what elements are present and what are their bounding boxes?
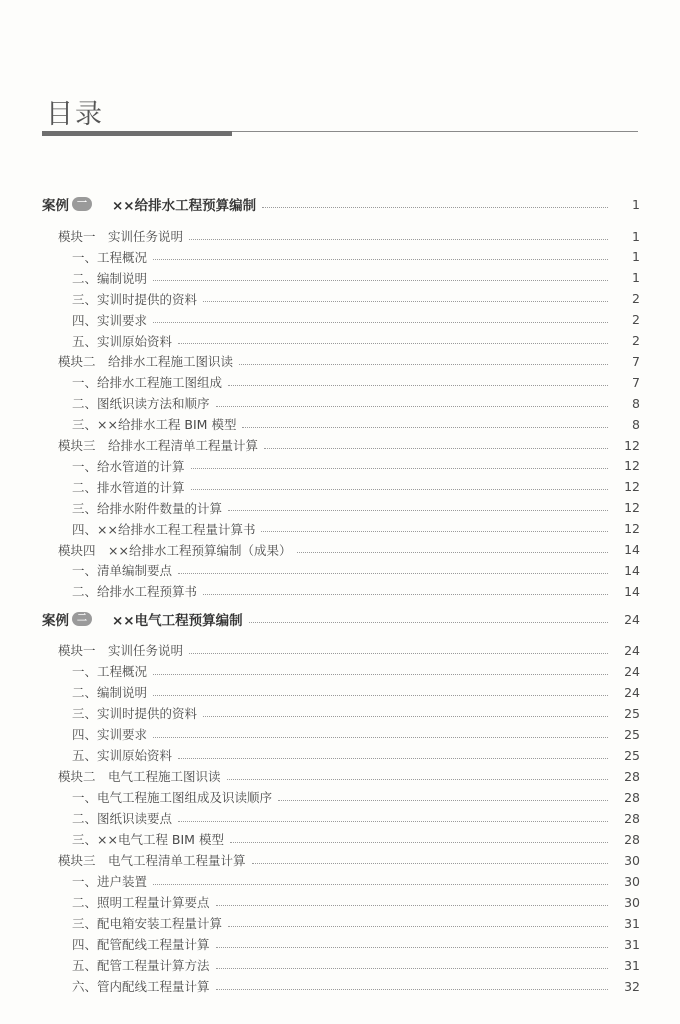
toc-section-entry[interactable]: [0, 498, 680, 518]
page-number: 14: [624, 583, 640, 599]
dot-leader: [178, 343, 608, 344]
toc-entry-label: 一、进户装置: [72, 874, 148, 889]
toc-section-entry[interactable]: [0, 560, 680, 580]
page-number: 8: [632, 416, 640, 432]
page-number: 31: [624, 957, 640, 973]
toc-entry-label: 三、给排水附件数量的计算: [72, 500, 223, 516]
toc-section-entry[interactable]: [0, 913, 680, 933]
toc-case-entry[interactable]: [0, 609, 680, 629]
page-number: 31: [624, 936, 640, 952]
toc-section-entry[interactable]: [0, 829, 680, 849]
dot-leader: [228, 510, 608, 511]
case-number-badge: 二: [72, 612, 92, 626]
toc-section-entry[interactable]: [0, 393, 680, 413]
page-number: 12: [624, 437, 640, 453]
toc-section-entry[interactable]: [0, 414, 680, 434]
toc-entry-label: 三、××电气工程 BIM 模型: [72, 832, 224, 847]
toc-entry-label: [0, 609, 243, 629]
toc-section-entry[interactable]: [0, 247, 680, 267]
toc-section-entry[interactable]: [0, 934, 680, 954]
toc-section-entry[interactable]: [0, 955, 680, 975]
toc-entry-label: 二、给排水工程预算书: [72, 584, 198, 600]
toc-module-entry[interactable]: [0, 351, 680, 371]
dot-leader: [153, 322, 608, 323]
page-number: 24: [624, 684, 640, 700]
page-number: 25: [624, 705, 640, 721]
case-title: ××给排水工程预算编制: [112, 198, 257, 214]
page-number: 24: [624, 611, 640, 627]
toc-entry-label: 模块三 电气工程清单工程量计算: [58, 853, 246, 868]
dot-leader: [189, 653, 608, 654]
dot-leader: [230, 842, 608, 843]
page-number: 14: [624, 542, 640, 557]
toc-entry-label: 一、电气工程施工图组成及识读顺序: [72, 790, 273, 805]
toc-entry-label: 五、实训原始资料: [72, 333, 173, 349]
toc-module-entry[interactable]: [0, 435, 680, 455]
toc-entry-label: 四、配管配线工程量计算: [72, 937, 210, 952]
dot-leader: [216, 406, 608, 407]
toc-section-entry[interactable]: [0, 808, 680, 828]
dot-leader: [203, 594, 608, 595]
page-title: 目录: [46, 99, 104, 130]
toc-module-entry[interactable]: [0, 640, 680, 660]
page-number: 12: [624, 458, 640, 474]
toc-entry-label: 四、××给排水工程工程量计算书: [72, 521, 256, 537]
toc-section-entry[interactable]: [0, 745, 680, 765]
page-number: 28: [624, 810, 640, 826]
dot-leader: [216, 905, 608, 906]
case-prefix: 案例: [42, 198, 69, 214]
dot-leader: [153, 280, 608, 281]
dot-leader: [278, 800, 608, 801]
dot-leader: [191, 468, 608, 469]
case-title: ××电气工程预算编制: [112, 613, 243, 629]
page-number: 7: [632, 374, 640, 390]
dot-leader: [262, 207, 608, 208]
page-number: 30: [624, 873, 640, 889]
dot-leader: [203, 716, 608, 717]
toc-entry-label: 五、实训原始资料: [72, 748, 173, 763]
toc-entry-label: 五、配管工程量计算方法: [72, 958, 210, 973]
toc-module-entry[interactable]: [0, 540, 680, 560]
page-number: 28: [624, 831, 640, 847]
toc-entry-label: 模块二 给排水工程施工图识读: [58, 354, 234, 370]
page-number: 25: [624, 726, 640, 742]
page-number: 1: [632, 228, 640, 244]
toc-module-entry[interactable]: [0, 766, 680, 786]
page-number: 1: [632, 270, 640, 286]
page-number: 1: [632, 196, 640, 212]
page-number: 2: [632, 312, 640, 328]
page-number: 14: [624, 562, 640, 578]
toc-entry-label: 二、图纸识读方法和顺序: [72, 396, 210, 412]
toc-entry-label: 三、实训时提供的资料: [72, 706, 198, 721]
dot-leader: [264, 448, 608, 449]
page-number: 12: [624, 500, 640, 516]
dot-leader: [249, 622, 608, 623]
page-number: 24: [624, 642, 640, 658]
dot-leader: [227, 779, 608, 780]
case-prefix: 案例: [42, 613, 69, 629]
dot-leader: [261, 531, 608, 532]
page-number: 2: [632, 333, 640, 348]
toc-entry-label: 一、给排水工程施工图组成: [72, 375, 223, 391]
page-number: 30: [624, 894, 640, 910]
page-number: 7: [632, 353, 640, 369]
toc-entry-label: 模块二 电气工程施工图识读: [58, 769, 221, 784]
toc-section-entry[interactable]: [0, 372, 680, 392]
toc-entry-label: 三、实训时提供的资料: [72, 291, 198, 307]
dot-leader: [216, 947, 608, 948]
toc-entry-label: 一、工程概况: [72, 664, 148, 679]
toc-section-entry[interactable]: [0, 519, 680, 539]
dot-leader: [153, 737, 608, 738]
toc-entry-label: 模块四 ××给排水工程预算编制（成果）: [58, 542, 292, 558]
toc-case-entry[interactable]: [0, 194, 680, 214]
toc-section-entry[interactable]: [0, 871, 680, 891]
page-number: 2: [632, 291, 640, 307]
toc-section-entry[interactable]: [0, 661, 680, 681]
dot-leader: [153, 695, 608, 696]
dot-leader: [189, 239, 608, 240]
dot-leader: [191, 489, 608, 490]
toc-module-entry[interactable]: [0, 850, 680, 870]
toc-entry-label: 三、××给排水工程 BIM 模型: [72, 417, 237, 433]
toc-section-entry[interactable]: [0, 703, 680, 723]
toc-section-entry[interactable]: [0, 976, 680, 996]
page-number: 28: [624, 768, 640, 784]
toc-module-entry[interactable]: [0, 226, 680, 246]
toc-section-entry[interactable]: [0, 892, 680, 912]
dot-leader: [242, 427, 608, 428]
dot-leader: [203, 301, 608, 302]
case-number-badge: 一: [72, 197, 92, 211]
dot-leader: [252, 863, 608, 864]
toc-entry-label: 模块一 实训任务说明: [58, 229, 184, 244]
dot-leader: [178, 821, 608, 822]
page-number: 25: [624, 747, 640, 763]
toc-section-entry[interactable]: [0, 456, 680, 476]
page-number: 24: [624, 663, 640, 679]
page-number: 1: [632, 249, 640, 265]
toc-entry-label: 三、配电箱安装工程量计算: [72, 916, 223, 931]
dot-leader: [216, 968, 608, 969]
toc-entry-label: 四、实训要求: [72, 727, 148, 742]
toc-entry-label: 二、编制说明: [72, 270, 148, 286]
dot-leader: [153, 884, 608, 885]
page-number: 31: [624, 915, 640, 931]
page-number: 30: [624, 852, 640, 868]
toc-section-entry[interactable]: [0, 331, 680, 351]
toc-section-entry[interactable]: [0, 581, 680, 601]
dot-leader: [228, 926, 608, 927]
toc-section-entry[interactable]: [0, 310, 680, 330]
page-number: 32: [624, 978, 640, 994]
dot-leader: [216, 989, 608, 990]
toc-entry-label: 一、给水管道的计算: [72, 458, 185, 474]
toc-entry-label: 六、管内配线工程量计算: [72, 979, 210, 994]
toc-entry-label: 二、照明工程量计算要点: [72, 895, 210, 910]
toc-entry-label: 二、排水管道的计算: [72, 479, 185, 495]
toc-entry-label: 一、清单编制要点: [72, 563, 173, 579]
toc-section-entry[interactable]: [0, 724, 680, 744]
title-divider-accent: [42, 131, 232, 136]
toc-section-entry[interactable]: [0, 289, 680, 309]
dot-leader: [153, 259, 608, 260]
toc-entry-label: 模块三 给排水工程清单工程量计算: [58, 438, 259, 453]
toc-entry-label: [0, 194, 256, 214]
dot-leader: [178, 758, 608, 759]
dot-leader: [297, 552, 608, 553]
page-number: 28: [624, 789, 640, 805]
dot-leader: [228, 385, 608, 386]
dot-leader: [239, 364, 608, 365]
toc-entry-label: 二、图纸识读要点: [72, 811, 173, 826]
toc-section-entry[interactable]: [0, 787, 680, 807]
toc-entry-label: 模块一 实训任务说明: [58, 643, 184, 658]
toc-section-entry[interactable]: [0, 268, 680, 288]
dot-leader: [178, 573, 608, 574]
toc-entry-label: 四、实训要求: [72, 312, 148, 328]
page-number: 12: [624, 479, 640, 495]
toc-section-entry[interactable]: [0, 682, 680, 702]
dot-leader: [153, 674, 608, 675]
page-number: 12: [624, 521, 640, 537]
page-number: 8: [632, 395, 640, 411]
toc-entry-label: 一、工程概况: [72, 249, 148, 265]
toc-entry-label: 二、编制说明: [72, 685, 148, 700]
toc-section-entry[interactable]: [0, 477, 680, 497]
